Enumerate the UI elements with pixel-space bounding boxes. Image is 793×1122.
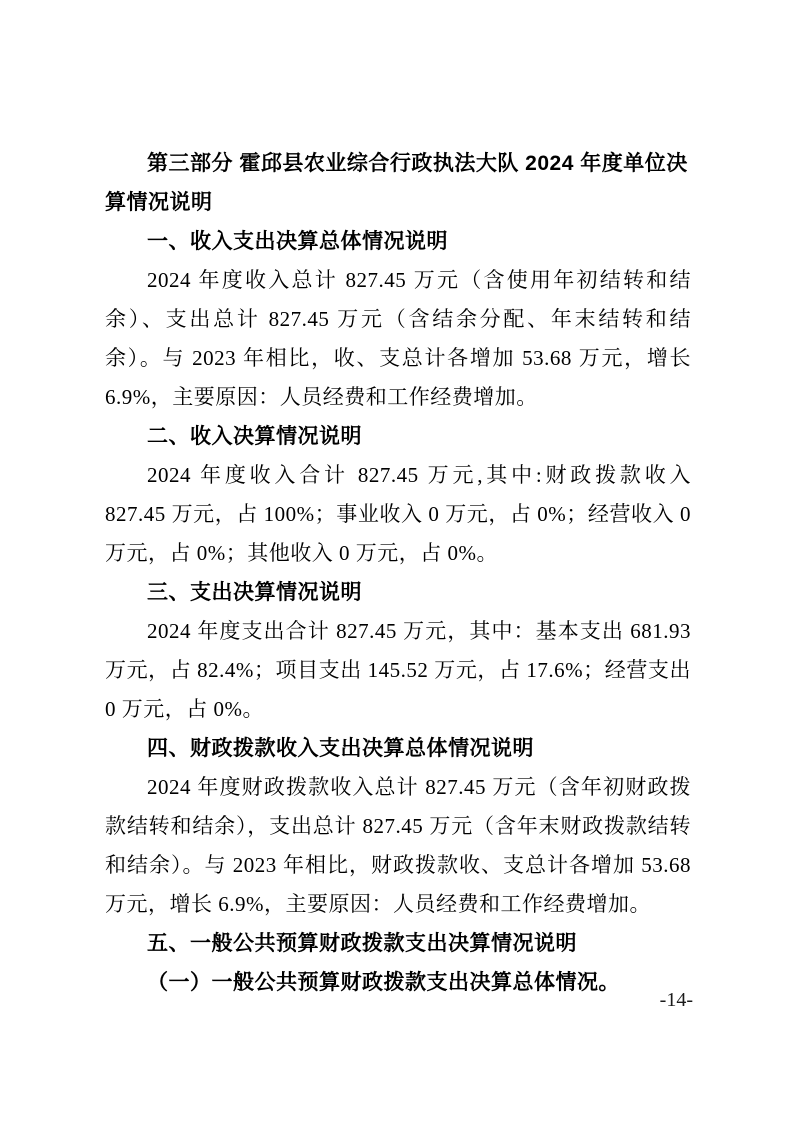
- section-2-paragraph: 2024 年度收入合计 827.45 万元,其中:财政拨款收入 827.45 万元，占 100%；事业收入 0 万元，占 0%；经营收入 0 万元，占 0%；其他收入 0 万元，占 0%。: [105, 463, 691, 565]
- section-4-heading: 四、财政拨款收入支出决算总体情况说明: [147, 737, 534, 760]
- section-1-paragraph: 2024 年度收入总计 827.45 万元（含使用年初结转和结余）、支出总计 827.45 万元（含结余分配、年末结转和结余）。与 2023 年相比，收、支总计各增加 53.68 万元，增长 6.9%，主要原因：人员经费和工作经费增加。: [105, 268, 691, 409]
- part-title: 第三部分 霍邱县农业综合行政执法大队 2024 年度单位决算情况说明: [105, 152, 688, 214]
- section-5-heading: 五、一般公共预算财政拨款支出决算情况说明: [147, 932, 577, 955]
- page-number: -14-: [659, 989, 693, 1011]
- section-4-paragraph: 2024 年度财政拨款收入总计 827.45 万元（含年初财政拨款结转和结余），支出总计 827.45 万元（含年末财政拨款结转和结余）。与 2023 年相比，财政拨款收、支总计各增加 53.68 万元，增长 6.9%，主要原因：人员经费和工作经费增加。: [105, 775, 691, 916]
- document-body: [105, 144, 691, 1002]
- section-3-paragraph: 2024 年度支出合计 827.45 万元，其中：基本支出 681.93 万元，占 82.4%；项目支出 145.52 万元，占 17.6%；经营支出 0 万元，占 0%。: [105, 619, 691, 721]
- section-2-heading: 二、收入决算情况说明: [147, 425, 362, 448]
- section-5-subheading: （一）一般公共预算财政拨款支出决算总体情况。: [147, 970, 620, 994]
- section-3-heading: 三、支出决算情况说明: [147, 581, 362, 604]
- section-1-heading: 一、收入支出决算总体情况说明: [147, 230, 448, 253]
